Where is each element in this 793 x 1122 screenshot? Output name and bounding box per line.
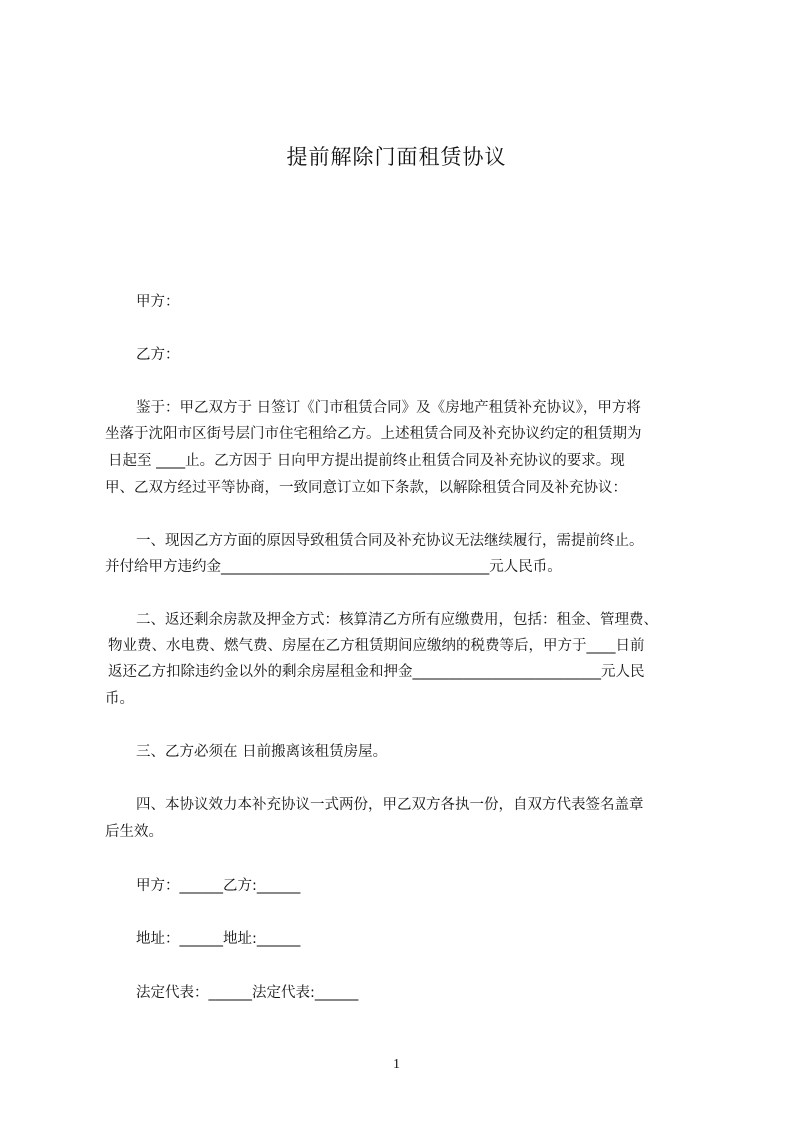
page-number: 1 (393, 1057, 400, 1072)
clause-2-line-3: 返还乙方扣除违约金以外的剩余房屋租金和押金__________________________元人民 (108, 664, 645, 680)
recital-line-3: 日起至 ____止。乙方因于 日向甲方提出提前终止租赁合同及补充协议的要求。现 (108, 453, 625, 469)
document-title: 提前解除门面租赁协议 (286, 145, 507, 169)
clause-3: 三、乙方必须在 日前搬离该租赁房屋。 (136, 744, 388, 760)
clause-1-line-1: 一、现因乙方方面的原因导致租赁合同及补充协议无法继续履行，需提前终止。 (136, 533, 644, 549)
clause-4-line-1: 四、本协议效力本补充协议一式两份，甲乙双方各执一份，自双方代表签名盖章 (136, 797, 644, 813)
clause-2-line-4: 币。 (105, 691, 134, 707)
clause-1-line-2: 并付给甲方违约金_____________________________________元人民币。 (105, 559, 562, 575)
clause-4-line-2: 后生效。 (105, 824, 163, 840)
signature-address: 地址：______地址:______ (136, 931, 301, 947)
recital-line-2: 坐落于沈阳市区街号层门市住宅租给乙方。上述租赁合同及补充协议约定的租赁期为 (105, 426, 642, 442)
party-a-label: 甲方： (136, 294, 180, 310)
recital-line-4: 甲、乙双方经过平等协商，一致同意订立如下条款，以解除租赁合同及补充协议： (105, 480, 627, 496)
signature-representative: 法定代表：______法定代表:______ (136, 985, 359, 1001)
clause-2-line-2: 物业费、水电费、燃气费、房屋在乙方租赁期间应缴纳的税费等后，甲方于____日前 (108, 638, 645, 654)
recital-line-1: 鉴于：甲乙双方于 日签订《门市租赁合同》及《房地产租赁补充协议》，甲方将 (136, 400, 641, 416)
party-b-label: 乙方： (136, 347, 180, 363)
clause-2-line-1: 二、返还剩余房款及押金方式：核算清乙方所有应缴费用，包括：租金、管理费、 (136, 612, 658, 628)
signature-parties: 甲方：______乙方:______ (136, 878, 301, 894)
